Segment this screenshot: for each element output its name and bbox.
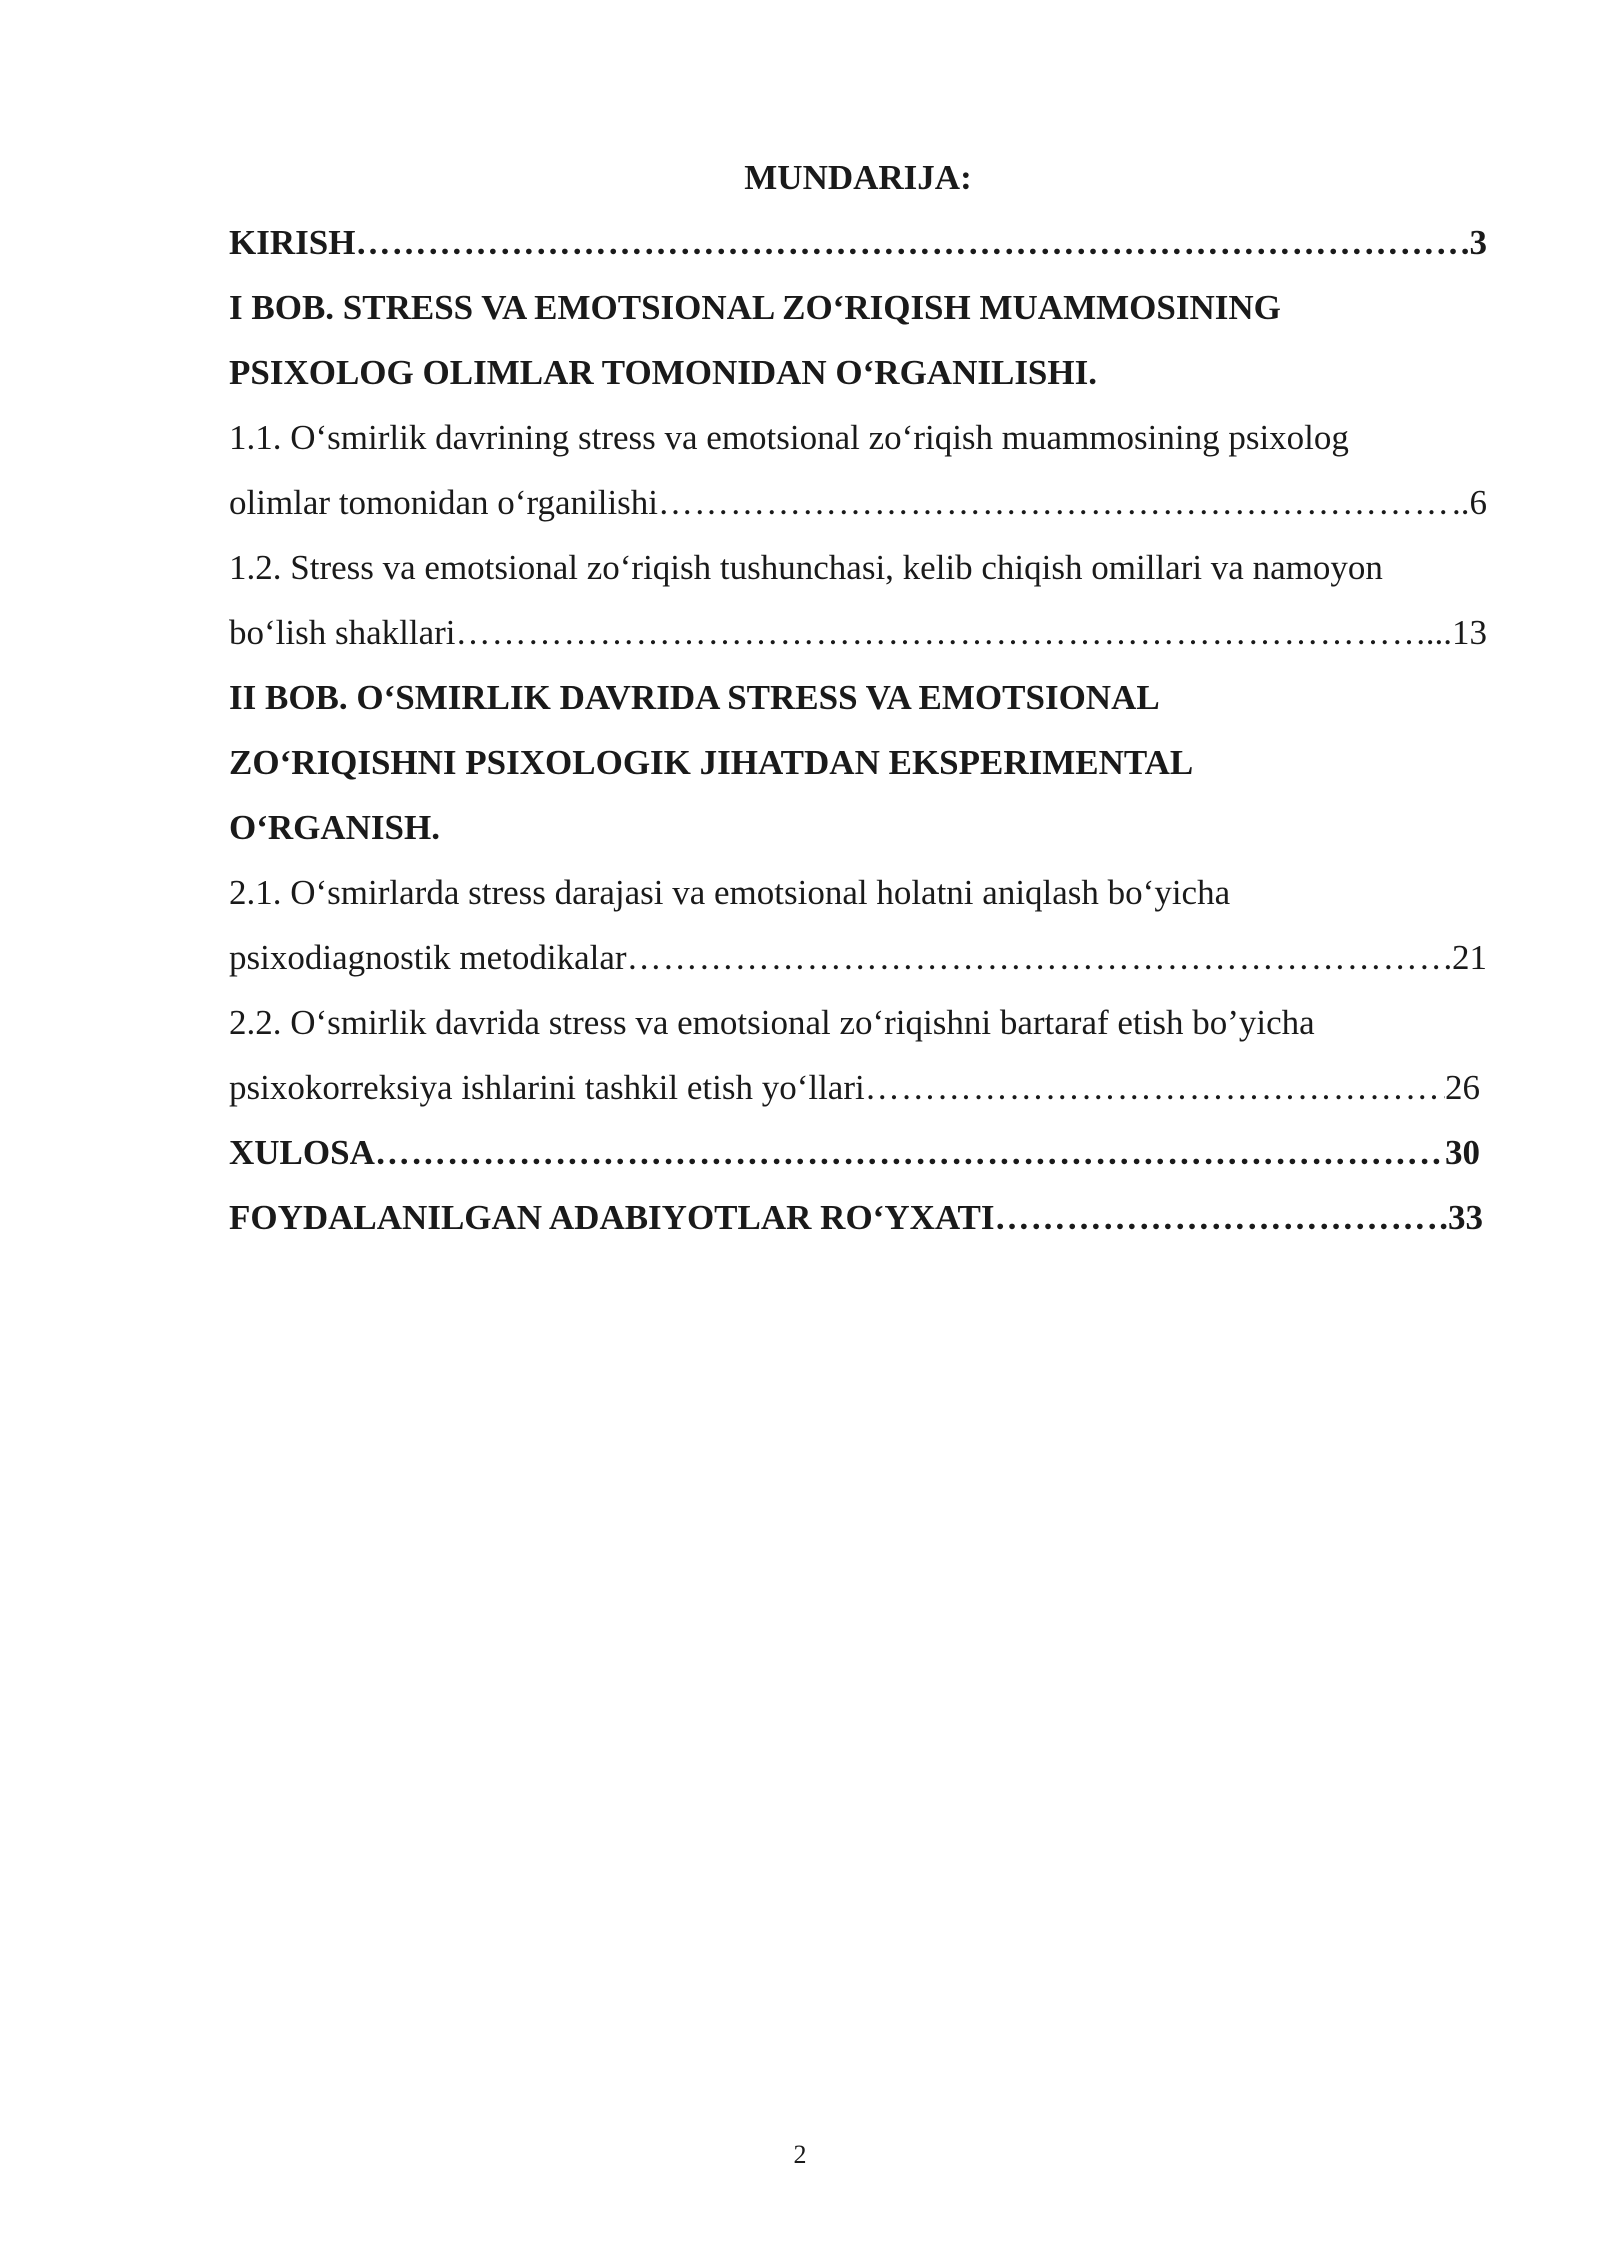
- toc-page-number: 21: [1452, 938, 1487, 977]
- toc-page-number: 26: [1445, 1068, 1480, 1107]
- dot-leader: [375, 1120, 1445, 1185]
- dot-leader: [456, 600, 1426, 665]
- toc-page-number: 13: [1452, 613, 1487, 652]
- toc-section-1-1-line-1[interactable]: 1.1. O‘smirlik davrining stress va emotsional zo‘riqish muammosining psixolog: [229, 418, 1349, 457]
- toc-entry-label: bo‘lish shakllari: [229, 613, 456, 652]
- toc-page-number: 6: [1469, 483, 1487, 522]
- toc-entry-xulosa[interactable]: [229, 1120, 1480, 1185]
- dot-leader: [355, 210, 1460, 275]
- toc-entry-label: psixodiagnostik metodikalar: [229, 938, 627, 977]
- toc-entry-label: FOYDALANILGAN ADABIYOTLAR RO‘YXATI: [229, 1198, 995, 1237]
- toc-entry-trail: ..: [1452, 483, 1470, 522]
- toc-entry-references[interactable]: [229, 1185, 1483, 1250]
- toc-entry-trail: .: [1439, 1198, 1448, 1237]
- toc-page-number: 30: [1445, 1133, 1480, 1172]
- toc-entry-label: XULOSA: [229, 1133, 375, 1172]
- dot-leader: [865, 1055, 1445, 1120]
- dot-leader: [995, 1185, 1440, 1250]
- toc-chapter-2-line-3[interactable]: O‘RGANISH.: [229, 808, 440, 847]
- toc-section-1-2-line-1[interactable]: 1.2. Stress va emotsional zo‘riqish tushunchasi, kelib chiqish omillari va namoyon: [229, 548, 1383, 587]
- toc-section-2-2-line-1[interactable]: 2.2. O‘smirlik davrida stress va emotsional zo‘riqishni bartaraf etish bo’yicha: [229, 1003, 1315, 1042]
- toc-page-number: 33: [1448, 1198, 1483, 1237]
- toc-page-number: 3: [1469, 223, 1487, 262]
- toc-chapter-2-line-1[interactable]: II BOB. O‘SMIRLIK DAVRIDA STRESS VA EMOTSIONAL: [229, 678, 1160, 717]
- toc-section-2-1-line-2[interactable]: [229, 925, 1487, 990]
- toc-entry-label: KIRISH: [229, 223, 356, 262]
- toc-entry-trail: ...: [1425, 613, 1452, 652]
- page-number: 2: [793, 2140, 807, 2169]
- table-of-contents: [229, 145, 1487, 1250]
- toc-section-1-1-line-2[interactable]: [229, 470, 1487, 535]
- toc-section-2-2-line-2[interactable]: [229, 1055, 1480, 1120]
- toc-chapter-1-line-2[interactable]: PSIXOLOG OLIMLAR TOMONIDAN O‘RGANILISHI.: [229, 353, 1097, 392]
- toc-chapter-2-line-2[interactable]: ZO‘RIQISHNI PSIXOLOGIK JIHATDAN EKSPERIMENTAL: [229, 743, 1194, 782]
- toc-entry-label: psixokorreksiya ishlarini tashkil etish yo‘llari: [229, 1068, 865, 1107]
- toc-chapter-1-line-1[interactable]: I BOB. STRESS VA EMOTSIONAL ZO‘RIQISH MUAMMOSINING: [229, 288, 1281, 327]
- toc-entry-label: olimlar tomonidan o‘rganilishi: [229, 483, 659, 522]
- dot-leader: [658, 470, 1452, 535]
- toc-entry-trail: .: [1460, 223, 1470, 262]
- dot-leader: [627, 925, 1452, 990]
- toc-title: MUNDARIJA:: [744, 158, 972, 197]
- toc-section-1-2-line-2[interactable]: [229, 600, 1487, 665]
- toc-section-2-1-line-1[interactable]: 2.1. O‘smirlarda stress darajasi va emotsional holatni aniqlash bo‘yicha: [229, 873, 1231, 912]
- toc-entry-kirish[interactable]: [229, 210, 1487, 275]
